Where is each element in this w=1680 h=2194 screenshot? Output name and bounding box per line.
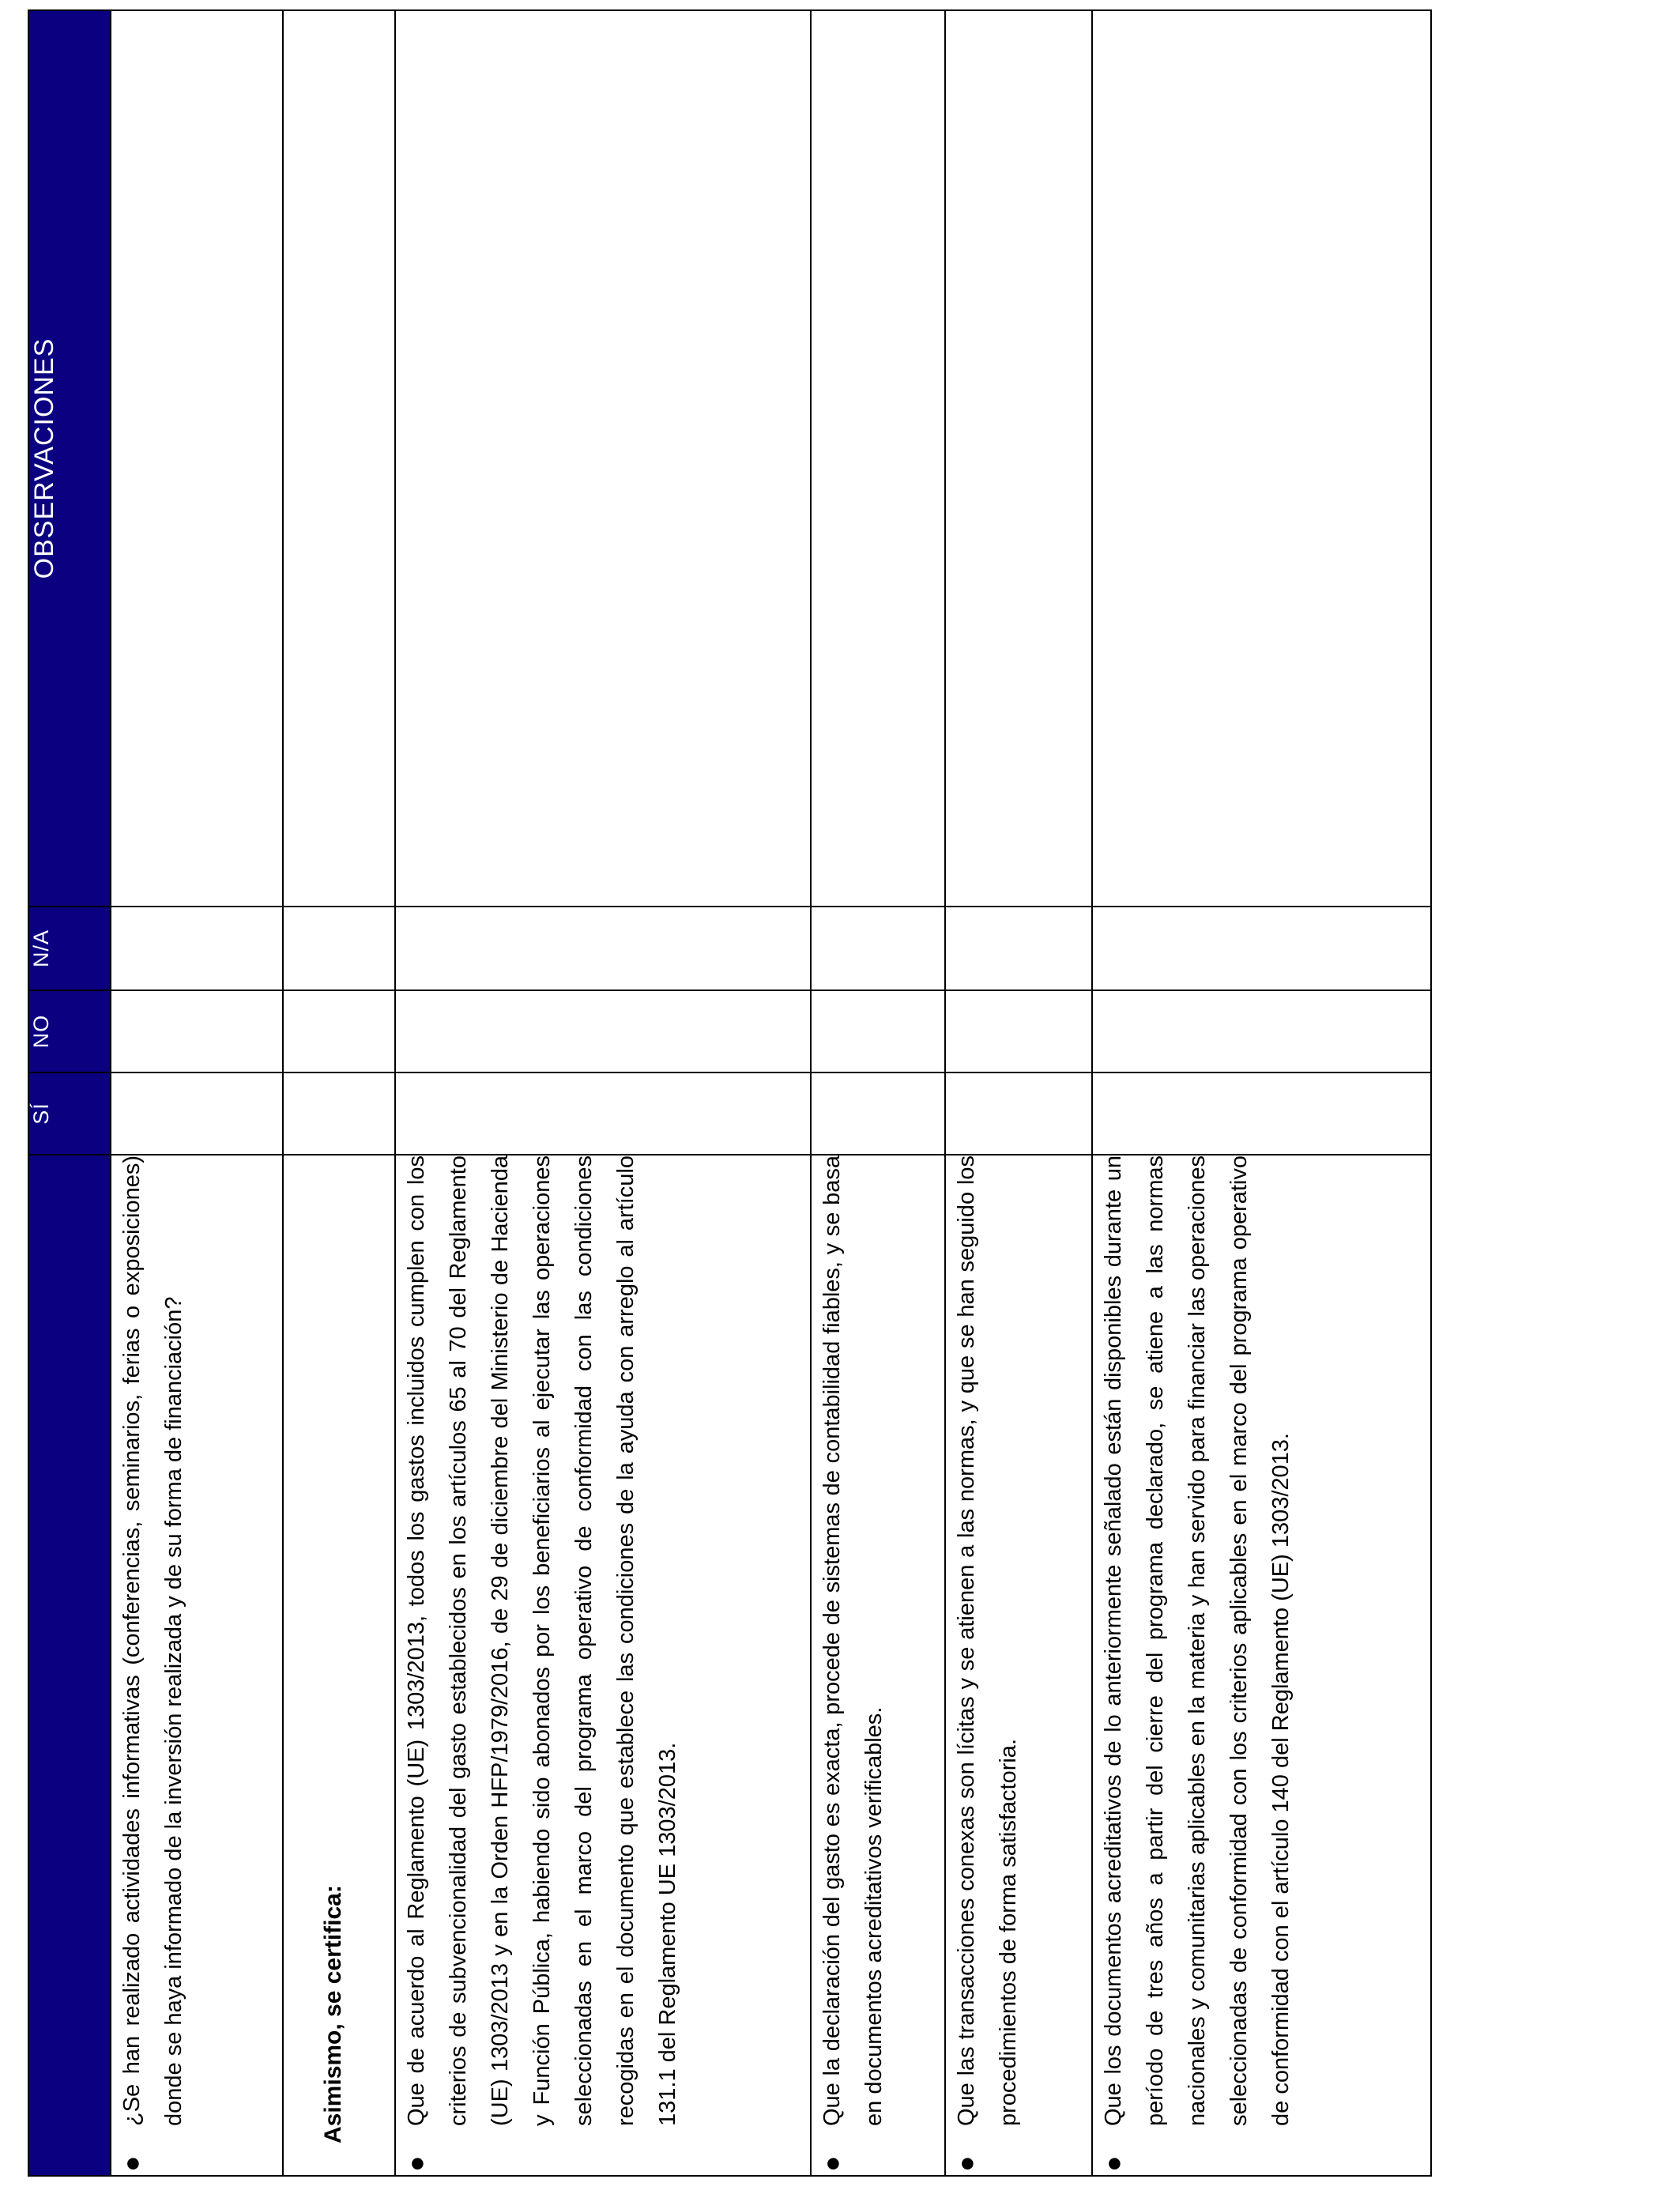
- table-row: [283, 10, 395, 2176]
- na-cell[interactable]: [395, 907, 811, 990]
- na-cell[interactable]: [1092, 907, 1431, 990]
- yes-cell[interactable]: [283, 1072, 395, 1155]
- yes-cell[interactable]: [395, 1072, 811, 1155]
- na-column-header: N/A: [28, 907, 111, 990]
- observations-cell[interactable]: [811, 10, 945, 907]
- question-cell: [395, 1155, 811, 2176]
- checklist-table: [28, 9, 1432, 2177]
- observations-cell[interactable]: [111, 10, 283, 907]
- question-cell: [111, 1155, 283, 2176]
- question-text: ¿Se han realizado actividades informativas (conferencias, seminarios, ferias o exposiciones) donde se haya informado de la inversión realizada y de su forma de financiación?: [119, 1155, 186, 2126]
- rotated-checklist-page: [28, 11, 1430, 2177]
- bullet-icon: ●: [1098, 2155, 1128, 2172]
- observations-column-header: OBSERVACIONES: [28, 10, 111, 907]
- yes-cell[interactable]: [811, 1072, 945, 1155]
- bullet-icon: ●: [401, 2155, 431, 2172]
- no-cell[interactable]: [111, 990, 283, 1072]
- bullet-icon: ●: [951, 2155, 981, 2172]
- no-cell[interactable]: [1092, 990, 1431, 1072]
- no-column-header: NO: [28, 990, 111, 1072]
- yes-cell[interactable]: [945, 1072, 1092, 1155]
- question-cell: [811, 1155, 945, 2176]
- question-cell: [1092, 1155, 1431, 2176]
- question-cell: [945, 1155, 1092, 2176]
- question-column-header: [28, 1155, 111, 2176]
- question-text: Que los documentos acreditativos de lo anteriormente señalado están disponibles durante un período de tres años a partir del cierre del programa declarado, se atiene a las normas nacionales y comunitarias aplicables en la materia y han servido para financiar las operaciones seleccionadas de conformidad con los criterios aplicables en el marco del programa operativo de conformidad con el artículo 140 del Reglamento (UE) 1303/2013.: [1101, 1155, 1294, 2126]
- table-row: [945, 10, 1092, 2176]
- no-cell[interactable]: [945, 990, 1092, 1072]
- no-cell[interactable]: [811, 990, 945, 1072]
- section-title: Asimismo, se certifica:: [320, 1885, 346, 2143]
- table-row: [1092, 10, 1431, 2176]
- bullet-icon: ●: [817, 2155, 847, 2172]
- na-cell[interactable]: [111, 907, 283, 990]
- bullet-icon: ●: [117, 2155, 147, 2172]
- yes-cell[interactable]: [111, 1072, 283, 1155]
- table-row: [811, 10, 945, 2176]
- na-cell[interactable]: [945, 907, 1092, 990]
- yes-cell[interactable]: [1092, 1072, 1431, 1155]
- section-title-cell: [283, 1155, 395, 2176]
- na-cell[interactable]: [283, 907, 395, 990]
- observations-cell[interactable]: [1092, 10, 1431, 907]
- table-row: [395, 10, 811, 2176]
- question-text: Que las transacciones conexas son lícitas y se atienen a las normas, y que se han seguido los procedimientos de forma satisfactoria.: [954, 1155, 1021, 2126]
- header-row: [28, 10, 111, 2176]
- observations-cell[interactable]: [283, 10, 395, 907]
- question-text: Que la declaración del gasto es exacta, procede de sistemas de contabilidad fiables, y se basa en documentos acreditativos verificables.: [819, 1155, 887, 2126]
- observations-cell[interactable]: [395, 10, 811, 907]
- yes-column-header: SÍ: [28, 1072, 111, 1155]
- question-text: Que de acuerdo al Reglamento (UE) 1303/2013, todos los gastos incluidos cumplen con los criterios de subvencionalidad del gasto establecidos en los artículos 65 al 70 del Reglamento (UE) 1303/2013 y en la Orden HFP/1979/2016, de 29 de diciembre del Ministerio de Hacienda y Función Pública, habiendo sido abonados por los beneficiarios al ejecutar las operaciones seleccionadas en el marco del programa operativo de conformidad con las condiciones recogidas en el documento que establece las condiciones de la ayuda con arreglo al artículo 131.1 del Reglamento UE 1303/2013.: [404, 1155, 680, 2126]
- no-cell[interactable]: [395, 990, 811, 1072]
- na-cell[interactable]: [811, 907, 945, 990]
- observations-cell[interactable]: [945, 10, 1092, 907]
- no-cell[interactable]: [283, 990, 395, 1072]
- table-row: [111, 10, 283, 2176]
